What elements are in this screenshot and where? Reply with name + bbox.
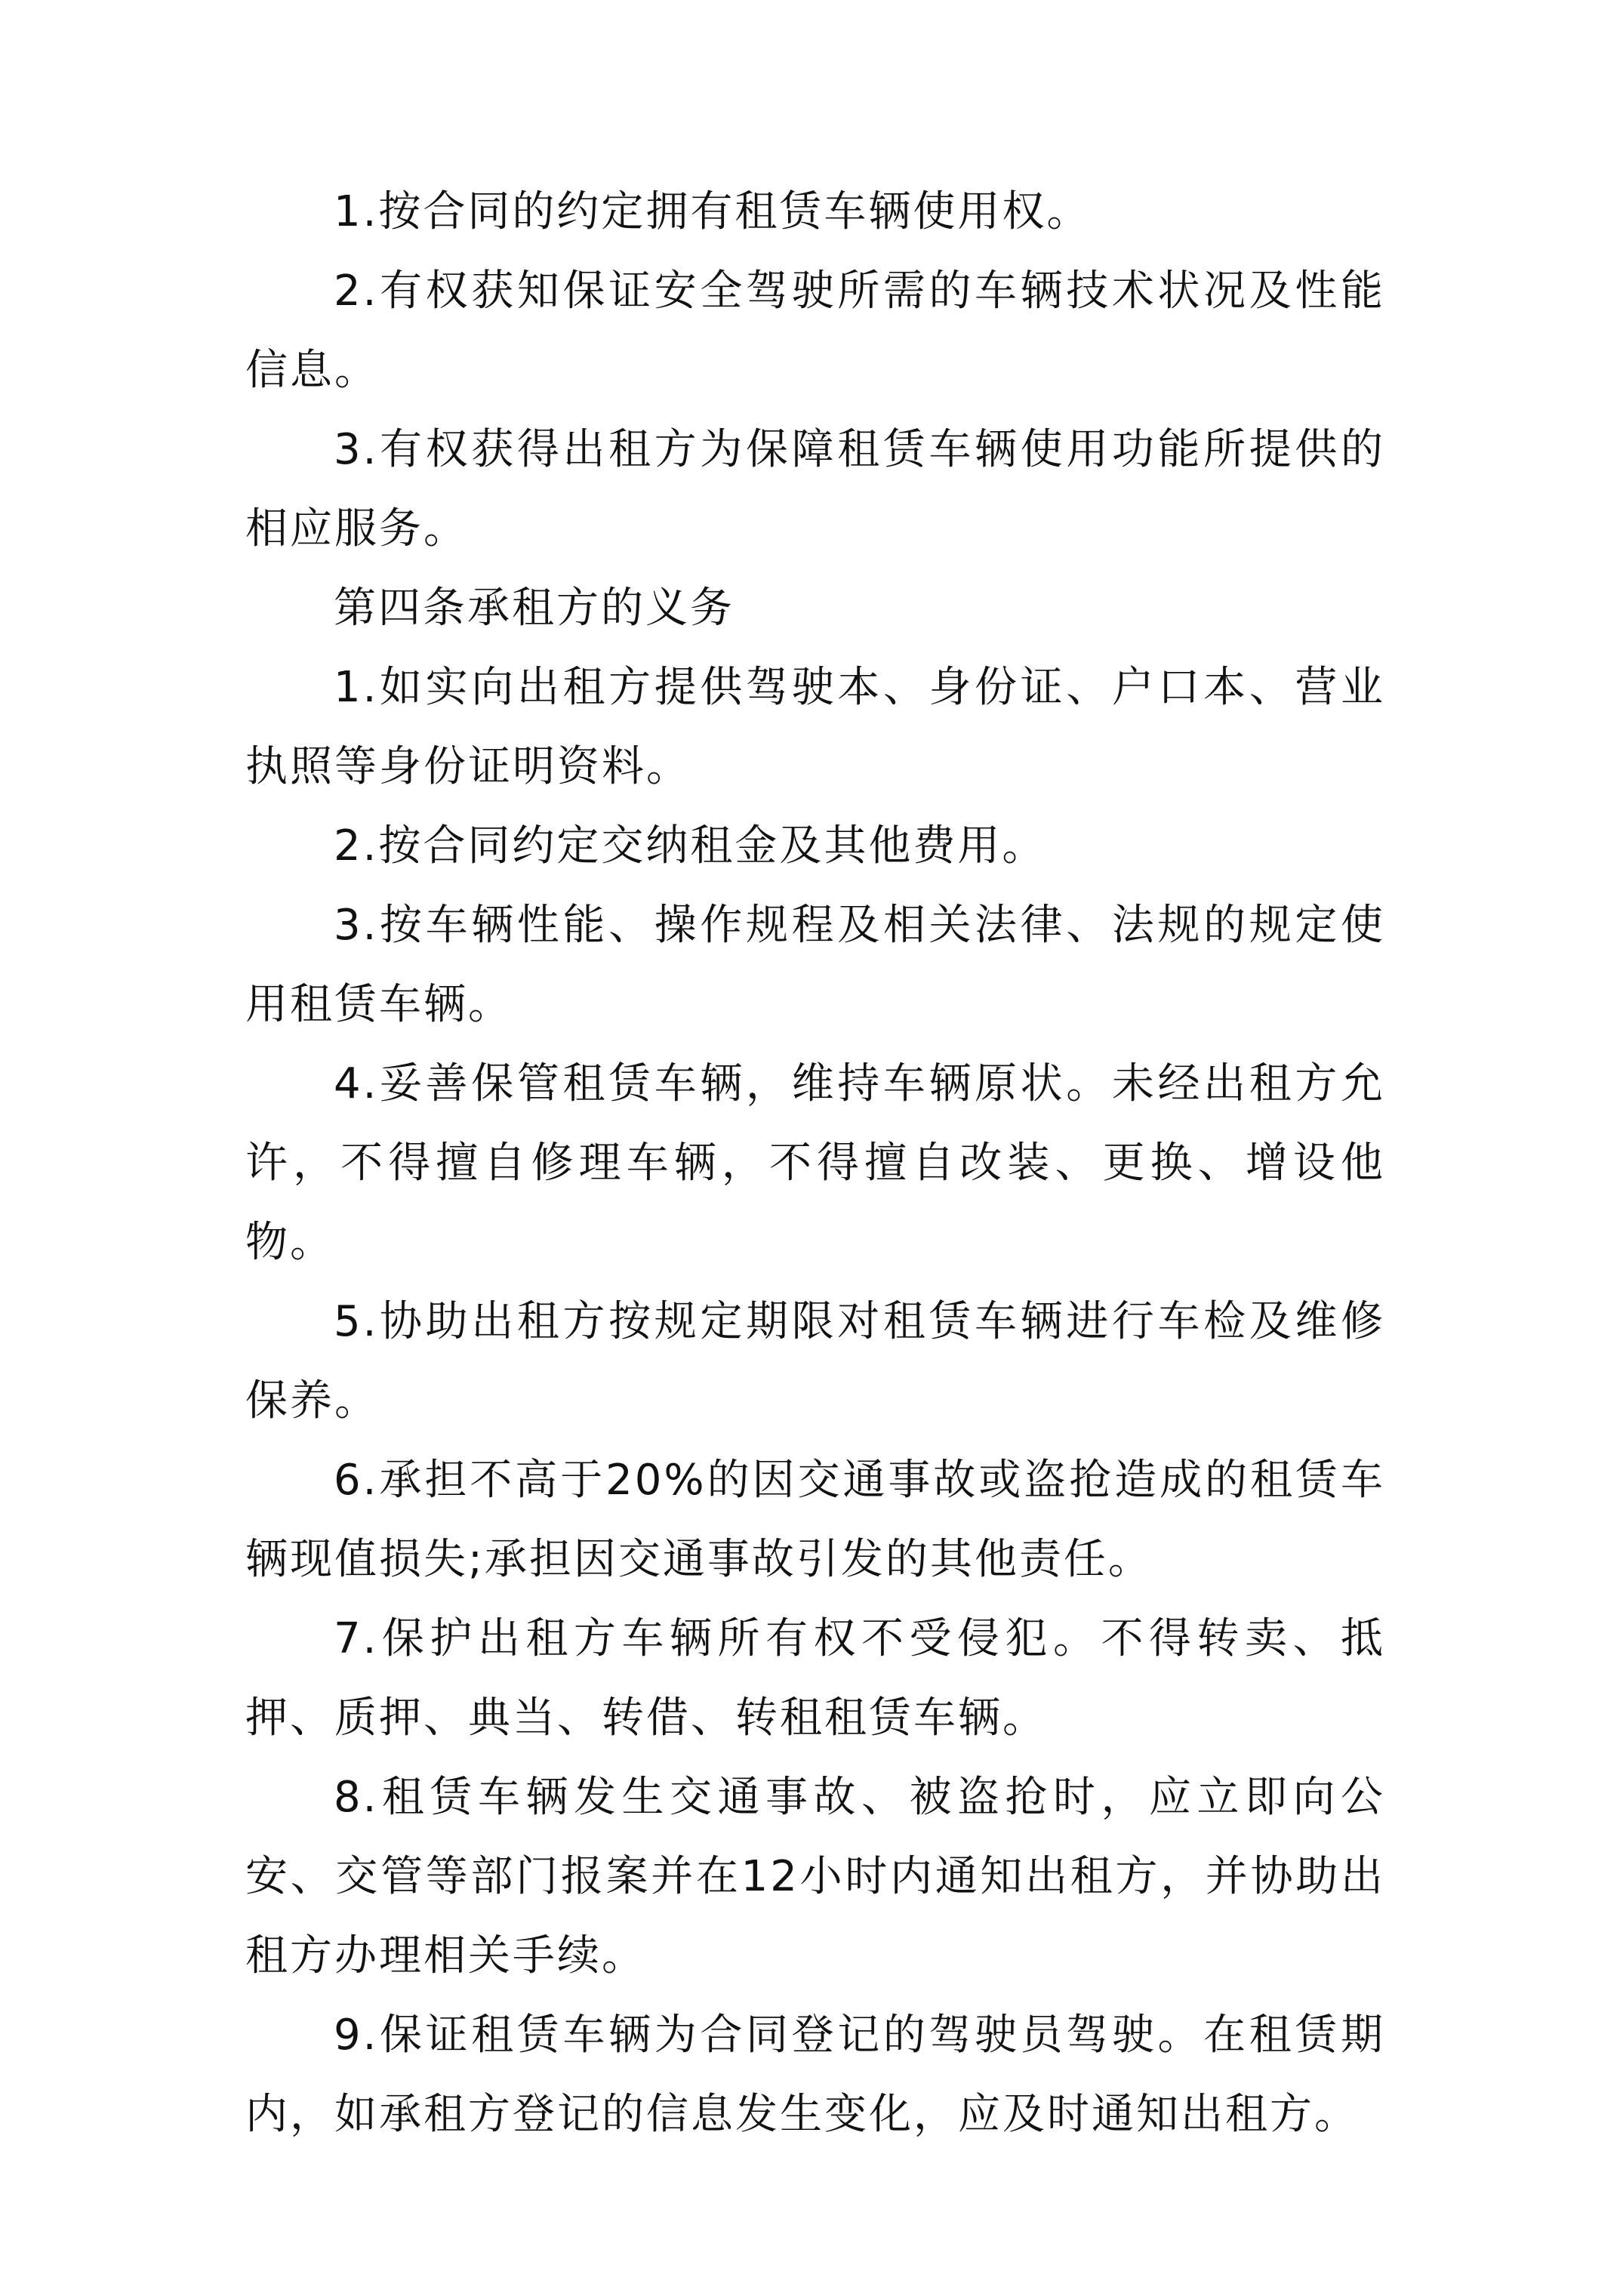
clause-paragraph: 8.租赁车辆发生交通事故、被盗抢时，应立即向公安、交管等部门报案并在12小时内通知出租方，并协助出租方办理相关手续。: [245, 1773, 1385, 1980]
clause-paragraph: 3.有权获得出租方为保障租赁车辆使用功能所提供的相应服务。: [245, 425, 1385, 553]
clause-paragraph: 6.承担不高于20%的因交通事故或盗抢造成的租赁车辆现值损失;承担因交通事故引发的其他责任。: [245, 1456, 1385, 1584]
clause-paragraph: 4.妥善保管租赁车辆，维持车辆原状。未经出租方允许，不得擅自修理车辆，不得擅自改装、更换、增设他物。: [245, 1059, 1385, 1267]
document-body: [245, 172, 1385, 2154]
clause-paragraph: 2.有权获知保证安全驾驶所需的车辆技术状况及性能信息。: [245, 267, 1385, 395]
clause-paragraph: 9.保证租赁车辆为合同登记的驾驶员驾驶。在租赁期内，如承租方登记的信息发生变化，应及时通知出租方。: [245, 2011, 1385, 2139]
clause-paragraph: 3.按车辆性能、操作规程及相关法律、法规的规定使用租赁车辆。: [245, 901, 1385, 1029]
clause-paragraph: 2.按合同约定交纳租金及其他费用。: [334, 821, 1047, 871]
clause-paragraph: 1.如实向出租方提供驾驶本、身份证、户口本、营业执照等身份证明资料。: [245, 663, 1385, 791]
clause-paragraph: 7.保护出租方车辆所有权不受侵犯。不得转卖、抵押、质押、典当、转借、转租租赁车辆。: [245, 1614, 1385, 1743]
clause-paragraph: 1.按合同的约定拥有租赁车辆使用权。: [334, 187, 1092, 236]
clause-paragraph: 5.协助出租方按规定期限对租赁车辆进行车检及维修保养。: [245, 1297, 1385, 1425]
section-heading: 第四条承租方的义务: [334, 584, 735, 633]
